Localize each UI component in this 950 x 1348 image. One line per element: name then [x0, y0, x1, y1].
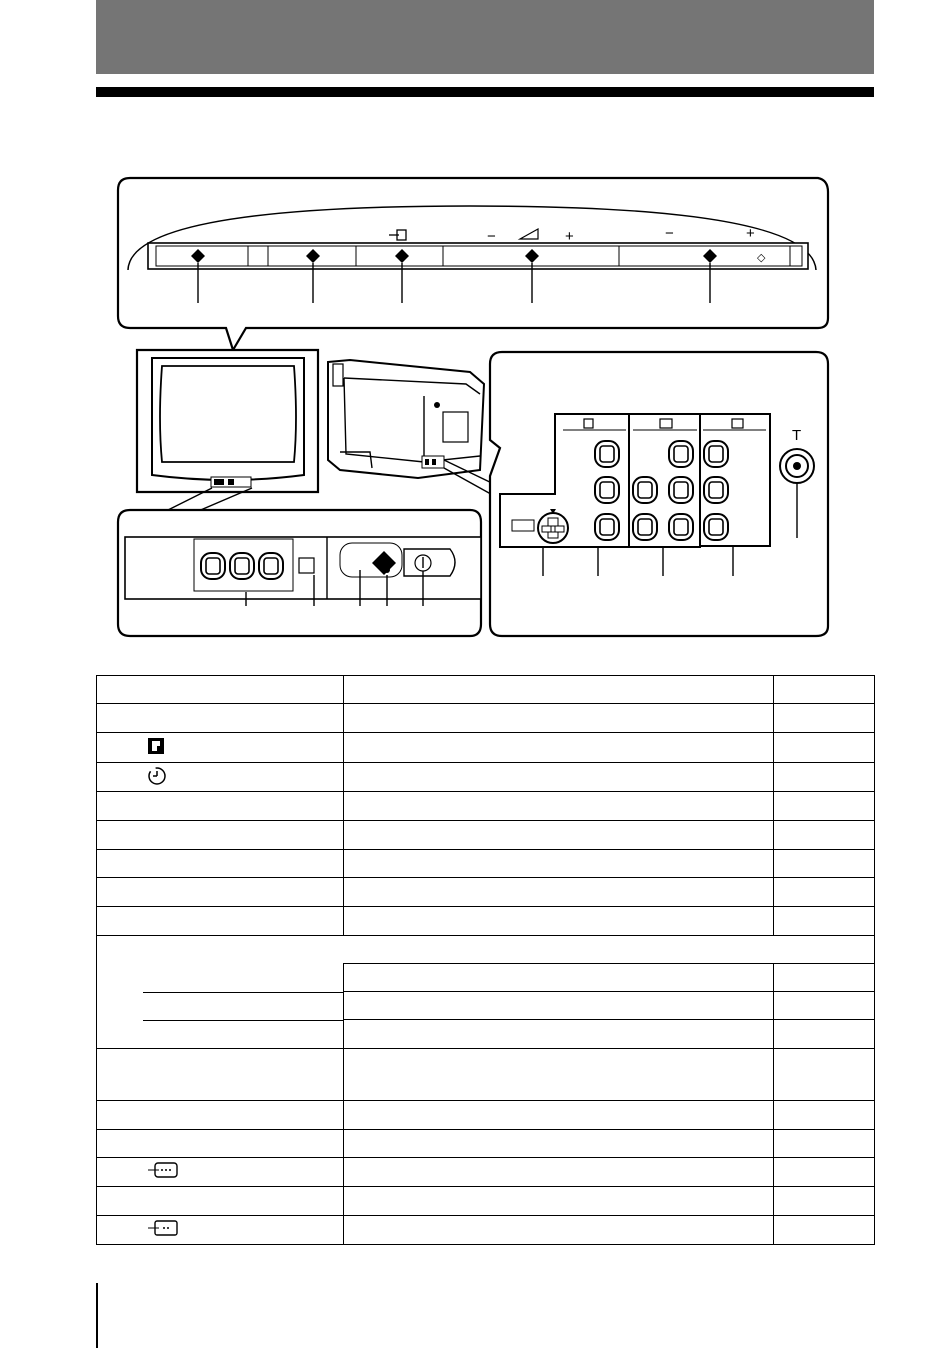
table-cell-description [344, 1186, 774, 1215]
table-row [97, 907, 875, 936]
table-cell-description [344, 733, 774, 763]
table-cell-item [97, 763, 344, 792]
table-cell-description [344, 1215, 774, 1244]
table-cell-description [344, 1129, 774, 1157]
table-cell-page [774, 821, 875, 850]
front-panel-callout [118, 510, 481, 636]
table-row [97, 676, 875, 704]
table-row [97, 878, 875, 907]
table-group-heading [97, 936, 875, 964]
parts-reference-table [96, 675, 875, 1245]
table-row [97, 1129, 875, 1157]
svideo-input-icon [147, 1219, 179, 1240]
table-cell-description [344, 1100, 774, 1129]
table-row [97, 1186, 875, 1215]
table-cell-item [97, 1048, 344, 1100]
top-panel-callout [118, 178, 828, 350]
rear-panel-callout [490, 352, 828, 636]
table-cell-page [774, 676, 875, 704]
table-cell-page [774, 763, 875, 792]
table-row [97, 1048, 875, 1100]
table-cell-item [97, 1215, 344, 1244]
table-subcell-description [344, 992, 774, 1020]
table-cell-item [97, 821, 344, 850]
table-cell-description [344, 1157, 774, 1186]
table-subrow [97, 1020, 875, 1049]
table-cell-page [774, 704, 875, 733]
table-subcell-description [344, 1020, 774, 1049]
antenna-connector [780, 449, 814, 483]
table-subcell-page [774, 992, 875, 1020]
table-cell-item [97, 1100, 344, 1129]
table-cell-item [97, 878, 344, 907]
table-row [97, 1100, 875, 1129]
timer-icon [147, 766, 167, 789]
table-cell-page [774, 1129, 875, 1157]
headphone-jack [299, 558, 314, 573]
table-cell-item [97, 704, 344, 733]
table-cell-description [344, 850, 774, 878]
volume-minus-label: − [487, 228, 496, 245]
antenna-label: T [792, 427, 802, 444]
table-cell-page [774, 1100, 875, 1129]
table-cell-description [344, 907, 774, 936]
table-cell-item [97, 907, 344, 936]
table-cell-page [774, 792, 875, 821]
table-cell-page [774, 907, 875, 936]
table-row [97, 733, 875, 763]
table-row [97, 792, 875, 821]
table-cell-page [774, 1186, 875, 1215]
tv-front-view [137, 350, 318, 492]
table-cell-page [774, 850, 875, 878]
table-subrow [97, 964, 875, 992]
table-cell-description [344, 704, 774, 733]
table-subcell-page [774, 1020, 875, 1049]
table-cell-description [344, 763, 774, 792]
table-row [97, 1215, 875, 1244]
table-cell-page [774, 1215, 875, 1244]
table-cell-item [97, 1157, 344, 1186]
table-subcell-item [143, 964, 343, 991]
table-cell-page [774, 733, 875, 763]
table-cell-item [97, 792, 344, 821]
table-row [97, 1157, 875, 1186]
table-subcell-description [344, 964, 774, 992]
tv-rear-view [328, 360, 484, 478]
table-row [97, 821, 875, 850]
table-cell-item [97, 1186, 344, 1215]
table-subcell-item [143, 992, 343, 1020]
channel-plus-label: + [746, 225, 755, 242]
table-cell-item [97, 850, 344, 878]
table-cell-page [774, 1157, 875, 1186]
front-av-jacks [201, 553, 283, 579]
table-cell-description [344, 676, 774, 704]
table-group-row [97, 936, 875, 964]
table-cell-page [774, 1048, 875, 1100]
video-input-icon [147, 1161, 179, 1182]
table-cell-item [97, 1129, 344, 1157]
table-cell-page [774, 878, 875, 907]
tv-controls-illustration [0, 0, 950, 670]
table-cell-description [344, 1048, 774, 1100]
table-cell-item [97, 733, 344, 763]
margin-rule [96, 1283, 98, 1348]
indicator-diamond: ◇ [757, 252, 766, 264]
table-cell-description [344, 792, 774, 821]
table-subrow [97, 992, 875, 1020]
table-row [97, 850, 875, 878]
table-subcell-item [143, 1020, 343, 1048]
table-subcell-page [774, 964, 875, 992]
volume-plus-label: + [565, 228, 574, 245]
table-cell-description [344, 821, 774, 850]
r-badge-icon [147, 737, 165, 758]
table-row [97, 763, 875, 792]
table-cell-item [97, 676, 344, 704]
table-row [97, 704, 875, 733]
table-cell-description [344, 878, 774, 907]
channel-minus-label: − [665, 225, 674, 242]
